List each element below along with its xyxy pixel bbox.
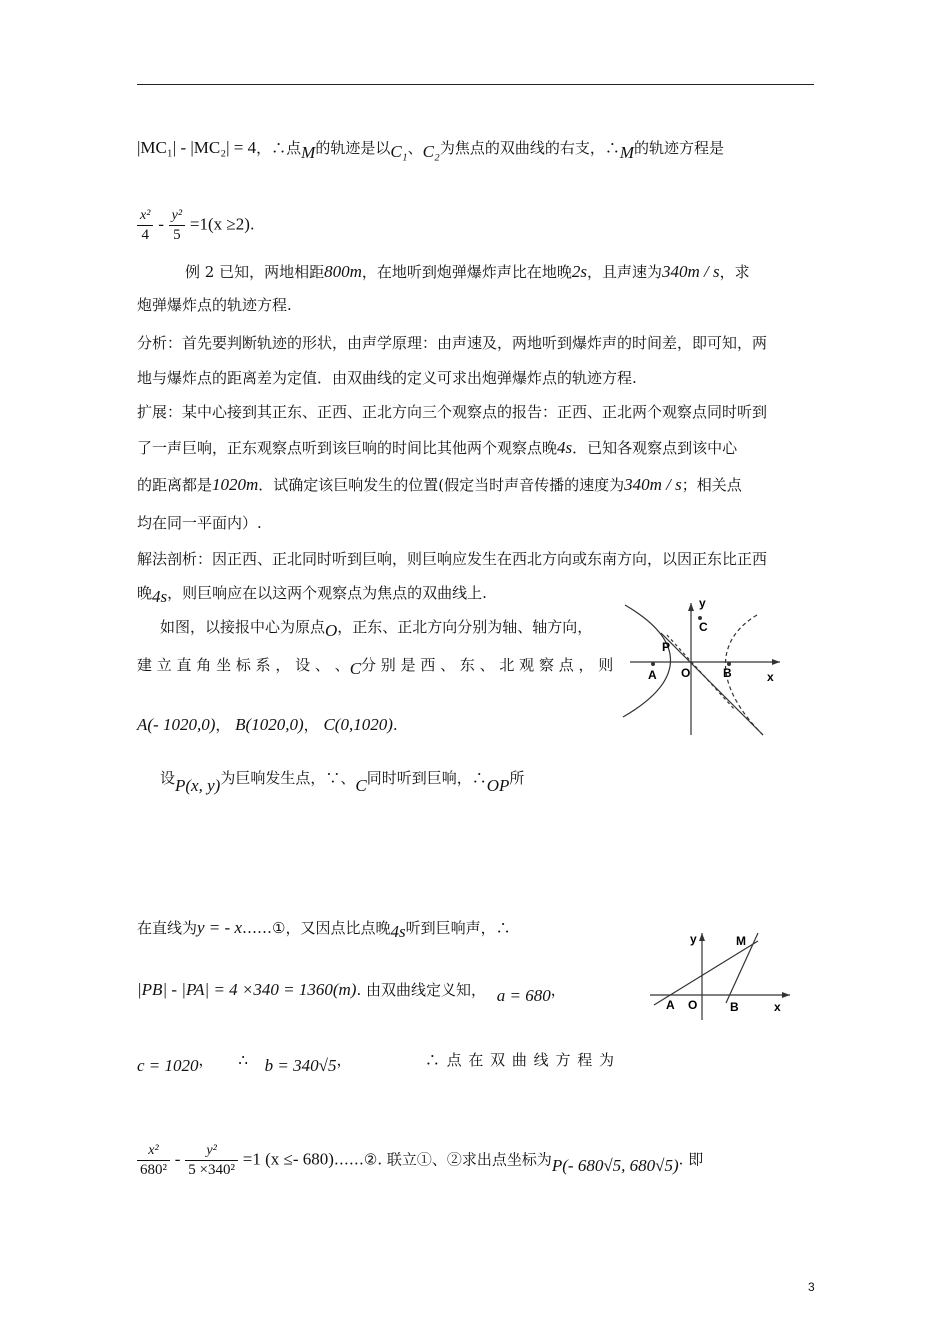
- header-rule: [137, 84, 814, 85]
- label-y: y: [699, 596, 706, 610]
- example-2-line2: 炮弹爆炸点的轨迹方程.: [137, 296, 292, 314]
- setup-line2: 建 立 直 角 坐 标 系 ， 设 、 、C分 别 是 西 、 东 、 北 观 察 点 ， 则: [137, 656, 614, 678]
- analysis-line2: 地与爆炸点的距离差为定值．由双曲线的定义可求出炮弹爆炸点的轨迹方程.: [137, 369, 637, 387]
- extension-line2: 了一声巨响，正东观察点听到该巨响的时间比其他两个观察点晚4s．已知各观察点到该中心: [137, 438, 738, 457]
- c-b-values: c = 1020， ∴ b = 340√5， ∴ 点 在 双 曲 线 方 程 为: [137, 1051, 615, 1075]
- hyperbola-left-branch: [623, 605, 671, 717]
- label-x: x: [767, 670, 774, 684]
- extension-line4: 均在同一平面内）.: [137, 514, 262, 532]
- extension-line3: 的距离都是1020m．试确定该巨响发生的位置(假定当时声音传播的速度为340m / s；相关点: [137, 475, 742, 494]
- example-2-line1: 例 2 已知，两地相距800m，在地听到炮弹爆炸声比在地晚2s，且声速为340m / s，求: [185, 262, 750, 281]
- extension-line1: 扩展：某中心接到其正东、正西、正北方向三个观察点的报告：正西、正北两个观察点同时听到: [137, 403, 768, 421]
- page-number: 3: [808, 1280, 815, 1294]
- label-a: A: [648, 668, 657, 682]
- hyperbola-equation-1: $\frac{\text{x²}}{4}$ - $\frac{\text{y²}}{5}$ =1(x ≥2).: [137, 207, 255, 244]
- label-p: P: [662, 640, 671, 654]
- distance-equation: |MC₁| - |MC₂| = 4: [137, 138, 257, 157]
- setup-coordinates: A(- 1020,0)， B(1020,0)， C(0,1020).: [137, 715, 398, 734]
- label-a: A: [666, 998, 675, 1012]
- solution-line1: 解法剖析：因正西、正北同时听到巨响，则巨响应发生在西北方向或东南方向，以因正东比正西: [137, 550, 768, 568]
- line-equation: 在直线为y = - x……①，又因点比点晚4s听到巨响声，∴: [137, 918, 511, 941]
- text-line-mc: |MC₁| - |MC₂| = 4，∴点M的轨迹是以C₁、C₂为焦点的双曲线的右支，∴M的轨迹方程是: [137, 138, 725, 162]
- label-o: O: [681, 666, 691, 680]
- label-b: B: [730, 1000, 739, 1014]
- figure-hyperbola-observers: [615, 595, 795, 745]
- distance-difference: |PB| - |PA| = 4 ×340 = 1360(m). 由双曲线定义知， a = 680，: [137, 980, 566, 1005]
- label-m: M: [736, 934, 746, 948]
- label-x: x: [774, 1000, 781, 1014]
- label-c: C: [699, 620, 708, 634]
- label-y: y: [690, 932, 697, 946]
- analysis-line1: 分析：首先要判断轨迹的形状，由声学原理：由声速及，两地听到爆炸声的时间差，即可知，两: [137, 334, 768, 352]
- figure-triangle-amb: [640, 925, 800, 1025]
- let-line: 设P(x, y)为巨响发生点，∵、C同时听到巨响，∴OP所: [160, 769, 525, 795]
- label-b: B: [723, 666, 732, 680]
- solution-line2: 晚4s，则巨响应在以这两个观察点为焦点的双曲线上.: [137, 584, 487, 606]
- label-o: O: [688, 998, 698, 1012]
- setup-line1: 如图，以接报中心为原点O，正东、正北方向分别为轴、轴方向，: [160, 618, 593, 640]
- hyperbola-equation-2: $\frac{\text{x²}}{\text{680²}}$ - $\frac{\text{y²}}{\text{5 ×340²}}$ =1 (x ≤- 680)……②. 联立①、②求出点坐标为P(- 680√5, 680√5). 即: [137, 1142, 703, 1179]
